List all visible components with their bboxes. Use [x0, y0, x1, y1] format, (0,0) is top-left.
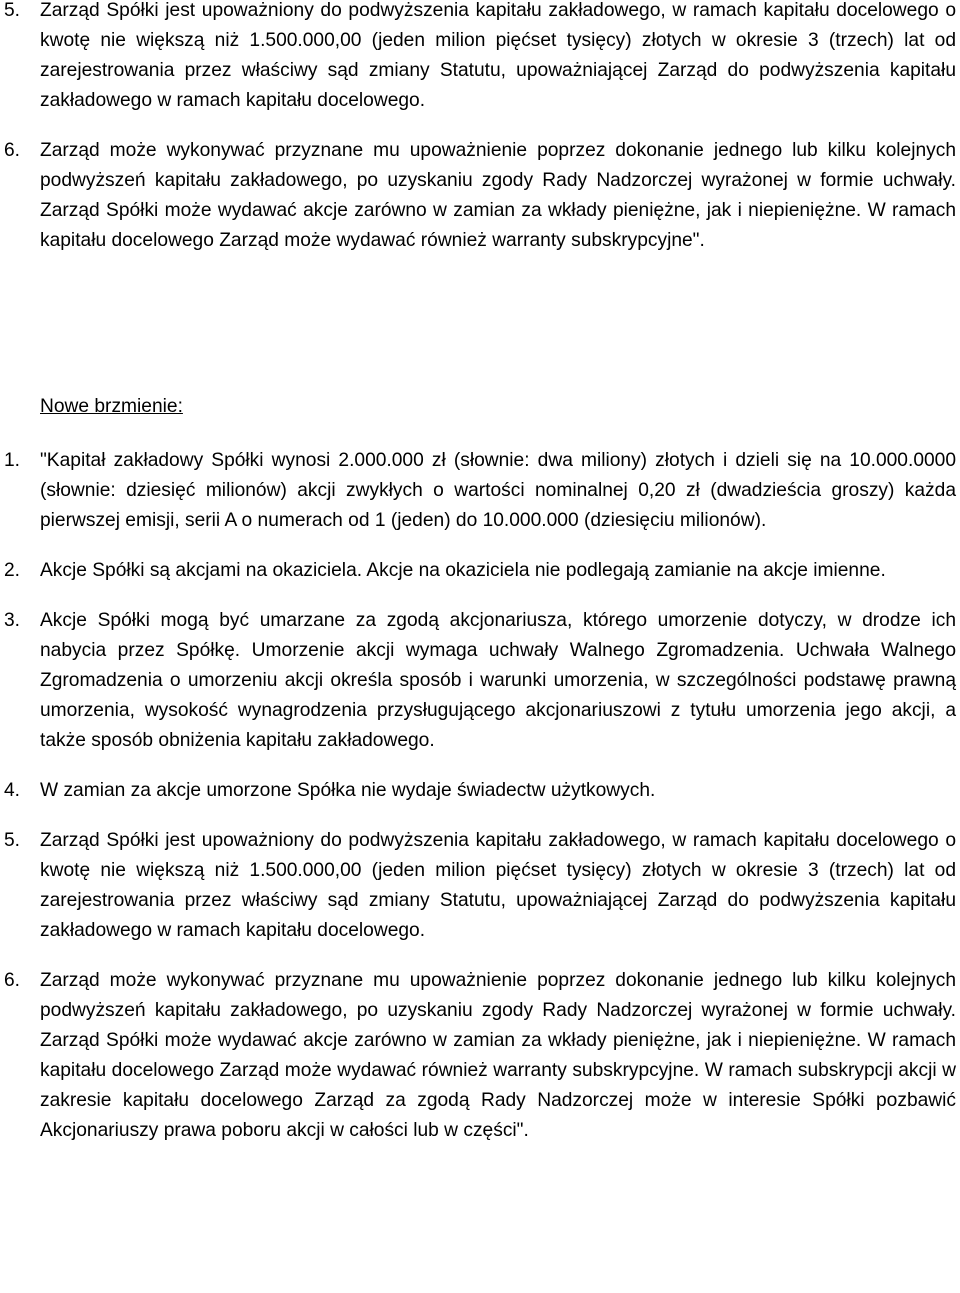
item-text: Zarząd może wykonywać przyznane mu upoważnienie poprzez dokonanie jednego lub kilku kolejnych podwyższeń kapitału zakładowego, po uzyskaniu zgody Rady Nadzorczej wyrażonej w formie uchwały. Zarząd Spółki może wydawać akcje zarówno w zamian za wkłady pieniężne, jak i niepieniężne. W ramach kapitału docelowego Zarząd może wydawać również warranty subskrypcyjne".: [40, 140, 956, 251]
item-text: Zarząd Spółki jest upoważniony do podwyższenia kapitału zakładowego, w ramach kapitału docelowego o kwotę nie większą niż 1.500.000,00 (jeden milion pięćset tysięcy) złotych w okresie 3 (trzech) lat od zarejestrowania przez właściwy sąd zmiany Statutu, upoważniającej Zarząd do podwyższenia kapitału zakładowego w ramach kapitału docelowego.: [40, 830, 956, 941]
new-wording-heading: Nowe brzmienie:: [40, 396, 183, 417]
item-text: Akcje Spółki mogą być umarzane za zgodą akcjonariusza, którego umorzenie dotyczy, w drodze ich nabycia przez Spółkę. Umorzenie akcji wymaga uchwały Walnego Zgromadzenia. Uchwała Walnego Zgromadzenia o umorzeniu akcji określa sposób i warunki umorzenia, w szczególności podstawę prawną umorzenia, wysokość wynagrodzenia przysługującego akcjonariuszowi z tytułu umorzenia jego akcji, a także sposób obniżenia kapitału zakładowego.: [40, 610, 956, 751]
item-number: 3.: [4, 610, 21, 631]
item-number: 4.: [4, 780, 21, 801]
old-item-5: [0, 0, 956, 116]
item-number: 1.: [4, 450, 21, 471]
item-text: Zarząd Spółki jest upoważniony do podwyższenia kapitału zakładowego, w ramach kapitału docelowego o kwotę nie większą niż 1.500.000,00 (jeden milion pięćset tysięcy) złotych w okresie 3 (trzech) lat od zarejestrowania przez właściwy sąd zmiany Statutu, upoważniającej Zarząd do podwyższenia kapitału zakładowego w ramach kapitału docelowego.: [40, 0, 956, 111]
item-number: 6.: [4, 970, 21, 991]
item-text: W zamian za akcje umorzone Spółka nie wydaje świadectw użytkowych.: [40, 780, 656, 801]
new-item-3: [0, 606, 956, 756]
item-number: 5.: [4, 0, 21, 21]
new-wording-section: [0, 446, 956, 1146]
item-text: Zarząd może wykonywać przyznane mu upoważnienie poprzez dokonanie jednego lub kilku kolejnych podwyższeń kapitału zakładowego, po uzyskaniu zgody Rady Nadzorczej wyrażonej w formie uchwały. Zarząd Spółki może wydawać akcje zarówno w zamian za wkłady pieniężne, jak i niepieniężne. W ramach kapitału docelowego Zarząd może wydawać również warranty subskrypcyjne. W ramach subskrypcji akcji w zakresie kapitału docelowego Zarząd za zgodą Rady Nadzorczej może w interesie Spółki pozbawić Akcjonariuszy prawa poboru akcji w całości lub w części".: [40, 970, 956, 1141]
new-item-6: [0, 966, 956, 1146]
old-wording-section: [0, 0, 956, 256]
item-number: 6.: [4, 140, 21, 161]
item-number: 2.: [4, 560, 21, 581]
item-text: Akcje Spółki są akcjami na okaziciela. Akcje na okaziciela nie podlegają zamianie na akcje imienne.: [40, 560, 886, 581]
new-item-5: [0, 826, 956, 946]
new-item-2: [0, 556, 956, 586]
old-item-6: [0, 136, 956, 256]
new-item-1: [0, 446, 956, 536]
item-number: 5.: [4, 830, 21, 851]
item-text: "Kapitał zakładowy Spółki wynosi 2.000.000 zł (słownie: dwa miliony) złotych i dzieli się na 10.000.0000 (słownie: dziesięć milionów) akcji zwykłych o wartości nominalnej 0,20 zł (dwadzieścia groszy) każda pierwszej emisji, serii A o numerach od 1 (jeden) do 10.000.000 (dziesięciu milionów).: [40, 450, 956, 531]
new-item-4: [0, 776, 956, 806]
